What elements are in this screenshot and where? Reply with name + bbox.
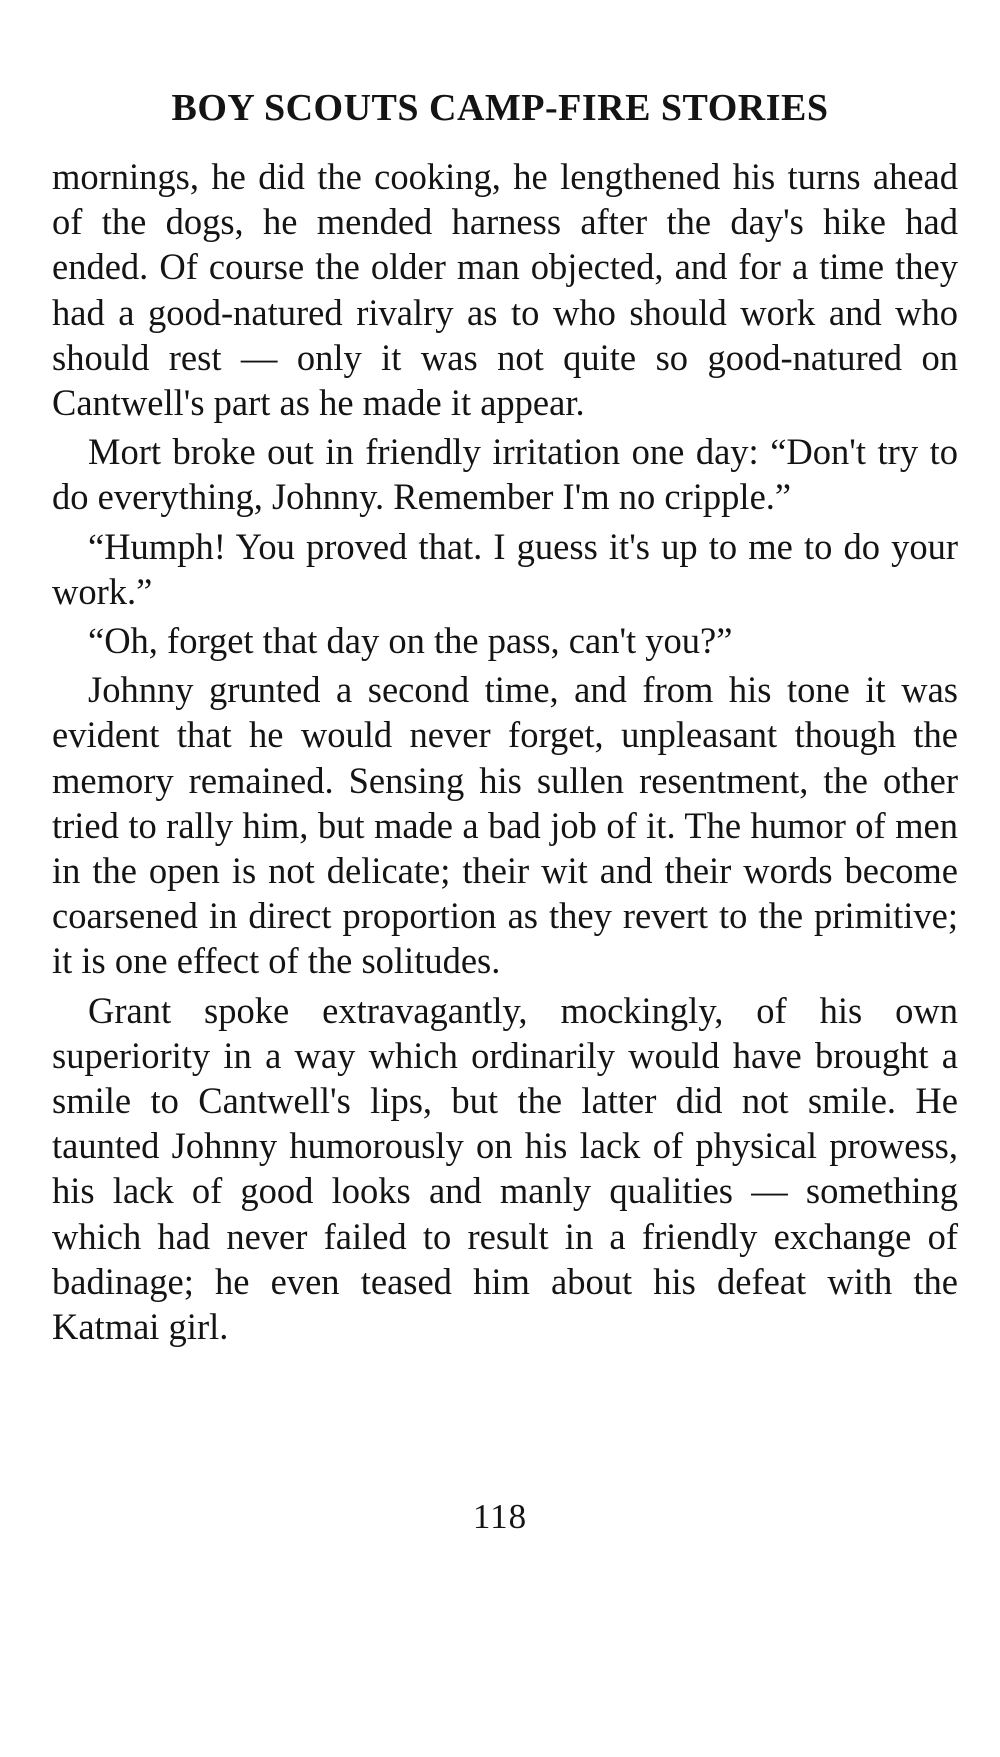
paragraph: Johnny grunted a second time, and from his tone it was evident that he would never forget, unpleasant though the memory remained. Sensing his sullen resentment, the other tried to rally him, but made a bad job of it. The humor of men in the open is not delicate; their wit and their words become coarsened in direct proportion as they revert to the primitive; it is one effect of the solitudes. (52, 669, 958, 982)
body-text (52, 154, 958, 1349)
paragraph: “Humph! You proved that. I guess it's up to me to do your work.” (52, 525, 958, 612)
paragraph-continued: mornings, he did the cooking, he lengthened his turns ahead of the dogs, he mended harness after the day's hike had ended. Of course the older man objected, and for a time they had a good-natured rivalry as to who should work and who should rest — only it was not quite so good-natured on Cantwell's part as he made it appear. (52, 156, 958, 424)
paragraph: Grant spoke extravagantly, mockingly, of his own superiority in a way which ordinarily would have brought a smile to Cantwell's lips, but the latter did not smile. He taunted Johnny humorously on his lack of physical prowess, his lack of good looks and manly qualities — something which had never failed to result in a friendly exchange of badinage; he even teased him about his defeat with the Katmai girl. (52, 989, 958, 1348)
paragraph: “Oh, forget that day on the pass, can't you?” (88, 620, 733, 662)
paragraph: Mort broke out in friendly irritation one day: “Don't try to do everything, Johnny. Remember I'm no cripple.” (52, 431, 958, 518)
page-number: 118 (472, 1497, 528, 1536)
running-head: BOY SCOUTS CAMP-FIRE STORIES (171, 87, 829, 129)
